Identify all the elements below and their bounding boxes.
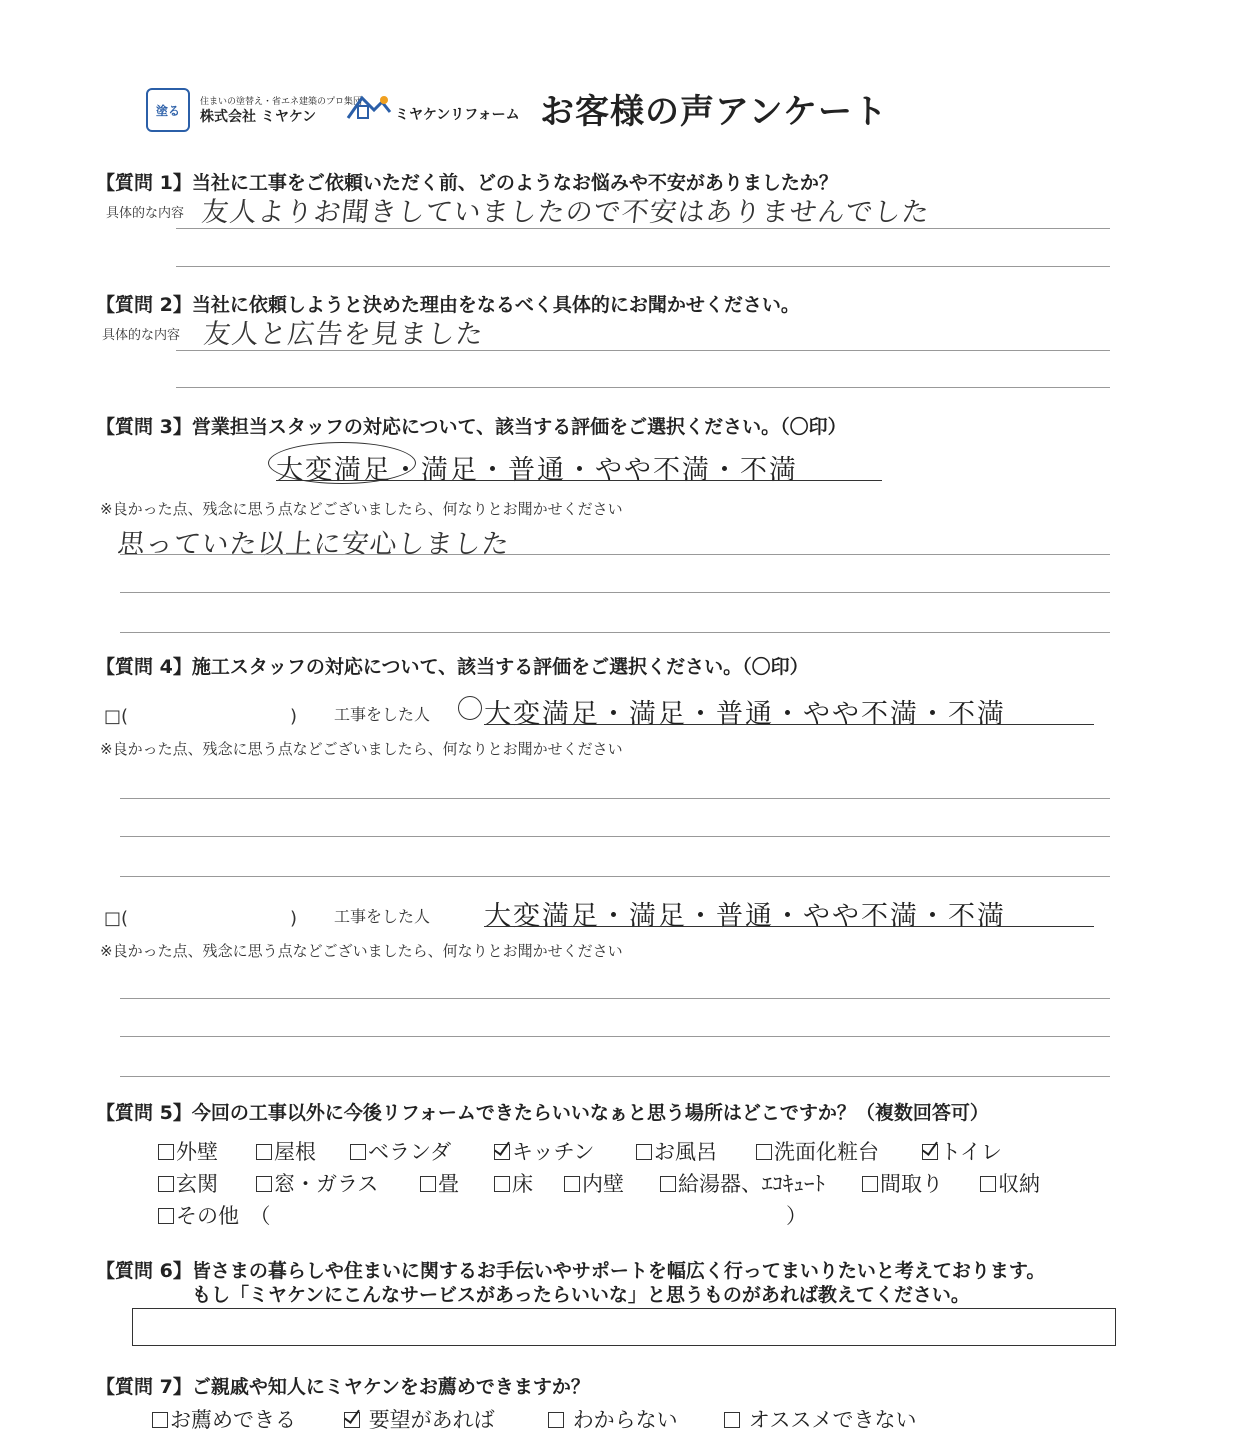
checkbox-icon[interactable] [350,1144,366,1160]
q3-selected-circle [268,442,416,484]
q4-row2-line-1 [120,998,1110,999]
q3-line-2 [120,592,1110,593]
question-6-line-2: もし「ミヤケンにこんなサービスがあったらいいな」と思うものがあれば教えてください。 [192,1284,970,1306]
q6-answer-box[interactable] [132,1308,1116,1346]
q5-other-close: ） [786,1204,807,1228]
q1-line-2 [176,266,1110,267]
checkbox-icon[interactable] [158,1176,174,1192]
q5-option-roof[interactable]: 屋根 [256,1136,316,1166]
q4-row1-rating-scale[interactable]: 大変満足・満足・普通・やや不満・不満 [484,699,1006,730]
q1-content-label: 具体的な内容 [106,206,185,221]
q4-row1-staff-field[interactable]: □( ) [104,706,298,727]
q5-option-vanity[interactable]: 洗面化粧台 [756,1136,879,1166]
q4-row2-note: ※良かった点、残念に思う点などございましたら、何なりとお聞かせください [100,942,623,960]
q7-option-recommend[interactable]: お薦めできる [152,1404,296,1434]
q5-option-entrance[interactable]: 玄関 [158,1168,218,1198]
checkbox-icon[interactable] [256,1176,272,1192]
company-name: 株式会社 ミヤケン [200,109,317,125]
checkbox-icon[interactable] [862,1176,878,1192]
q1-line-1 [176,228,1110,229]
q2-line-1 [176,350,1110,351]
checkbox-icon[interactable] [980,1176,996,1192]
q5-option-floor[interactable]: 床 [494,1168,533,1198]
checkbox-checked-icon[interactable] [922,1144,938,1160]
q7-option-if-requested[interactable]: 要望があれば [344,1404,495,1434]
checkbox-icon[interactable] [660,1176,676,1192]
checkbox-icon[interactable] [756,1144,772,1160]
company-logo-icon: 塗る [146,88,190,132]
q4-row2-staff-field[interactable]: □( ) [104,908,298,929]
q5-option-water-heater[interactable]: 給湯器、ｴｺｷｭｰﾄ [660,1168,825,1198]
q4-row1-note: ※良かった点、残念に思う点などございましたら、何なりとお聞かせください [100,740,623,758]
q5-option-exterior-wall[interactable]: 外壁 [158,1136,218,1166]
q2-content-label: 具体的な内容 [102,328,181,343]
checkbox-icon[interactable] [420,1176,436,1192]
checkbox-checked-icon[interactable] [344,1412,360,1428]
q7-option-cannot-recommend[interactable]: オススメできない [724,1404,916,1434]
q5-option-veranda[interactable]: ベランダ [350,1136,451,1166]
checkbox-icon[interactable] [256,1144,272,1160]
question-3: 【質問 3】営業担当スタッフの対応について、該当する評価をご選択ください。（〇印） [96,416,847,438]
question-6-line-1: 【質問 6】皆さまの暮らしや住まいに関するお手伝いやサポートを幅広く行ってまいりたいと考えております。 [96,1260,1046,1282]
q4-row2-underline [484,926,1094,927]
q5-option-kitchen[interactable]: キッチン [494,1136,595,1166]
reform-logo-text: ミヤケンリフォーム [395,107,520,123]
question-2: 【質問 2】当社に依頼しようと決めた理由をなるべく具体的にお聞かせください。 [96,294,800,316]
checkbox-icon[interactable] [724,1412,740,1428]
q4-row1-line-1 [120,798,1110,799]
q4-row1-line-3 [120,876,1110,877]
q2-answer: 友人と広告を見ました [202,319,486,350]
q3-line-3 [120,632,1110,633]
reform-house-icon [344,92,392,122]
q3-rating-scale[interactable]: 大変満足・満足・普通・やや不満・不満 [276,455,798,486]
q4-row1-line-2 [120,836,1110,837]
page-title: お客様の声アンケート [540,92,888,132]
q3-answer: 思っていた以上に安心しました [116,529,512,560]
q5-option-layout[interactable]: 間取り [862,1168,943,1198]
q2-line-2 [176,387,1110,388]
checkbox-icon[interactable] [548,1412,564,1428]
q5-option-bath[interactable]: お風呂 [636,1136,717,1166]
q5-option-window-glass[interactable]: 窓・ガラス [256,1168,378,1198]
question-1: 【質問 1】当社に工事をご依頼いただく前、どのようなお悩みや不安がありましたか？ [96,172,838,194]
q4-row1-label: 工事をした人 [334,705,431,724]
q4-row2-label: 工事をした人 [334,907,431,926]
q5-option-interior-wall[interactable]: 内壁 [564,1168,624,1198]
question-5: 【質問 5】今回の工事以外に今後リフォームできたらいいなぁと思う場所はどこですか？（複数回答可） [96,1102,989,1124]
checkbox-icon[interactable] [152,1412,168,1428]
question-7: 【質問 7】ご親戚や知人にミヤケンをお薦めできますか？ [96,1376,590,1398]
company-tagline: 住まいの塗替え・省エネ建築のプロ集団 [200,97,363,107]
q4-row2-rating-scale[interactable]: 大変満足・満足・普通・やや不満・不満 [484,901,1006,932]
q3-note: ※良かった点、残念に思う点などございましたら、何なりとお聞かせください [100,500,623,518]
q4-row2-line-3 [120,1076,1110,1077]
checkbox-icon[interactable] [564,1176,580,1192]
checkbox-checked-icon[interactable] [494,1144,510,1160]
question-4: 【質問 4】施工スタッフの対応について、該当する評価をご選択ください。（〇印） [96,656,809,678]
checkbox-icon[interactable] [158,1208,174,1224]
checkbox-icon[interactable] [636,1144,652,1160]
checkbox-icon[interactable] [494,1176,510,1192]
q7-option-not-sure[interactable]: わからない [548,1404,678,1434]
q5-option-tatami[interactable]: 畳 [420,1168,459,1198]
q4-row2-line-2 [120,1036,1110,1037]
q4-row1-selected-mark [458,696,482,720]
q3-line-1 [120,554,1110,555]
q1-answer: 友人よりお聞きしていましたので不安はありませんでした [200,197,932,228]
q5-option-toilet[interactable]: トイレ [922,1136,1002,1166]
checkbox-icon[interactable] [158,1144,174,1160]
q5-option-other[interactable]: その他 （ [158,1200,271,1230]
q4-row1-underline [484,724,1094,725]
q5-option-storage[interactable]: 収納 [980,1168,1040,1198]
